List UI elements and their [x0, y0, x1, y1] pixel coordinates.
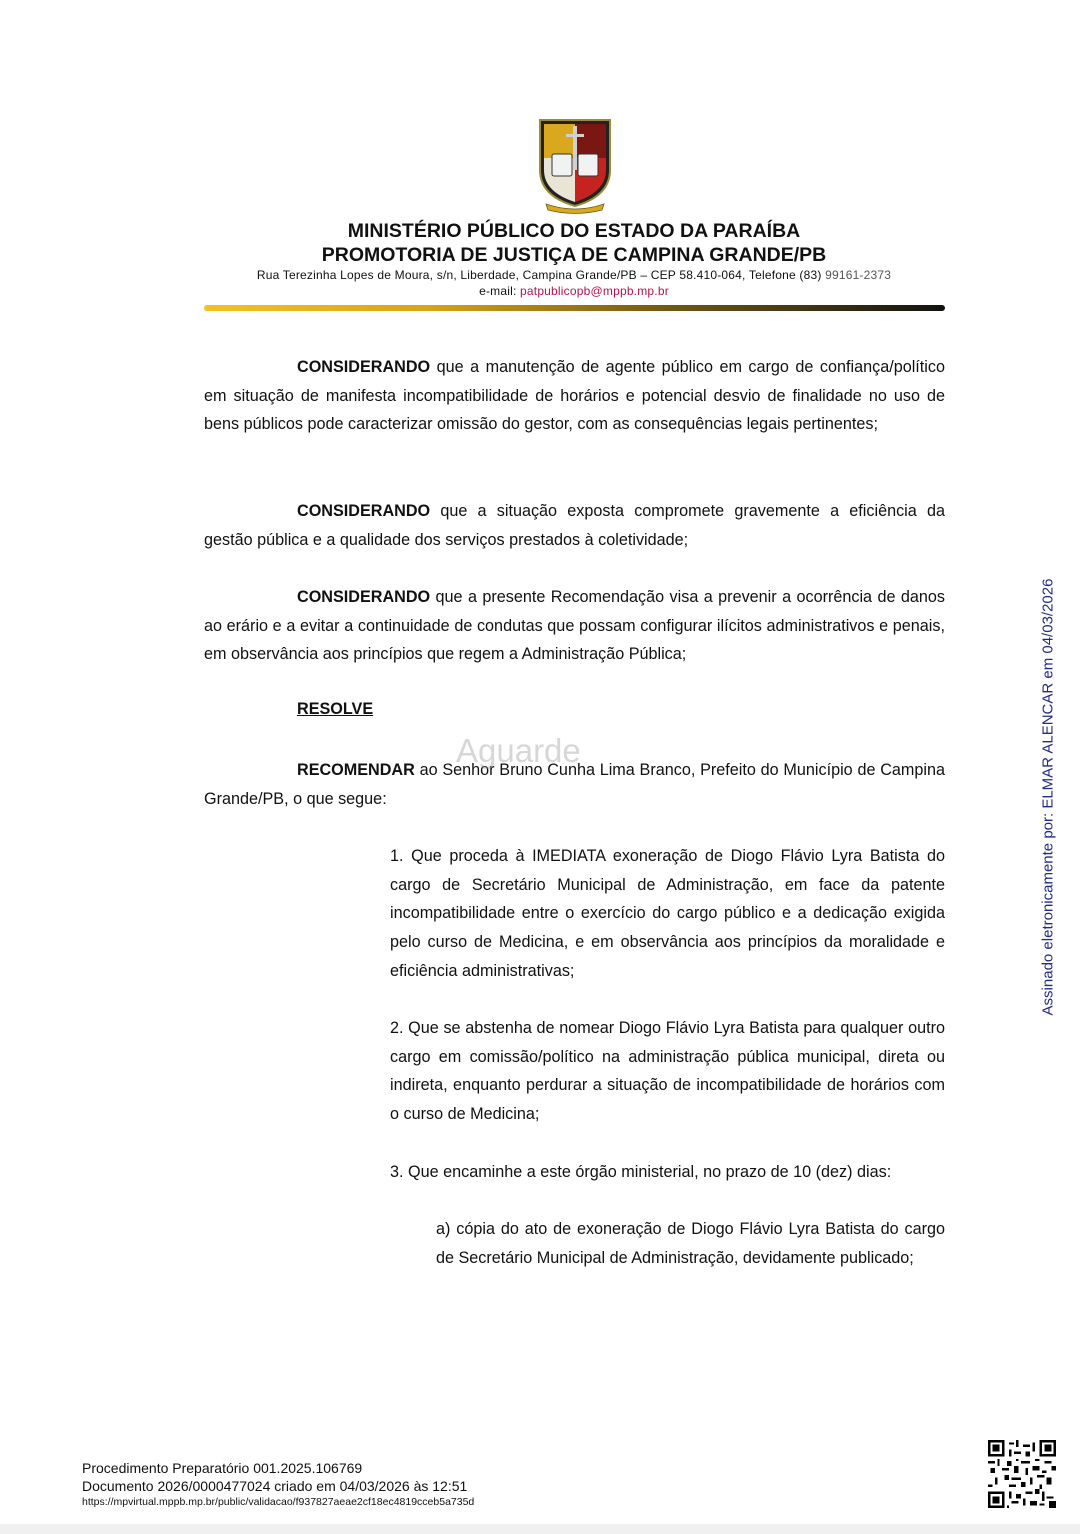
- email-link[interactable]: patpublicopb@mppb.mp.br: [520, 284, 669, 298]
- validation-url[interactable]: https://mpvirtual.mppb.mp.br/public/validacao/f937827aeae2cf18ec4819cceb5a735d: [82, 1496, 475, 1508]
- paragraph-lead: CONSIDERANDO: [297, 588, 431, 606]
- recommendation-subitem-a: a) cópia do ato de exoneração de Diogo Flávio Lyra Batista do cargo de Secretário Municipal de Administração, devidamente publicado;: [436, 1220, 945, 1267]
- document-info: Documento 2026/0000477024 criado em 04/03/2026 às 12:51: [82, 1478, 468, 1494]
- qr-code-icon[interactable]: [988, 1440, 1056, 1508]
- paragraph-text: que a presente Recomendação visa a prevenir a ocorrência de danos ao erário e a evitar a continuidade de condutas que possam configurar ilícitos administrativos e penais, em observância aos princípios que regem a Administração Pública;: [204, 588, 945, 664]
- signature-text: Assinado eletronicamente por: ELMAR ALENCAR em 04/03/2026: [1039, 578, 1057, 1016]
- recommendation-item-1: 1. Que proceda à IMEDIATA exoneração de Diogo Flávio Lyra Batista do cargo de Secretário Municipal de Administração, em face da patente incompatibilidade entre o exercício do cargo público e a dedicação exigida pelo curso de Medicina, e em observância aos princípios da moralidade e eficiência administrativas;: [390, 847, 945, 980]
- considering-paragraph-3: [204, 583, 945, 669]
- resolve-heading: RESOLVE: [297, 700, 374, 718]
- considering-paragraph-2: [204, 497, 945, 554]
- header-divider: [204, 305, 945, 311]
- paragraph-text: ao Senhor Bruno Cunha Lima Branco, Prefeito do Município de Campina Grande/PB, o que segue:: [204, 761, 945, 808]
- paragraph-lead: CONSIDERANDO: [297, 502, 431, 520]
- email-line: [200, 284, 948, 298]
- procedure-number: Procedimento Preparatório 001.2025.106769: [82, 1460, 363, 1476]
- paragraph-text: que a situação exposta compromete gravemente a eficiência da gestão pública e a qualidade dos serviços prestados à coletividade;: [204, 502, 945, 549]
- recommendation-item-3: 3. Que encaminhe a este órgão ministerial, no prazo de 10 (dez) dias:: [390, 1163, 892, 1181]
- paragraph-text: que a manutenção de agente público em cargo de confiança/político em situação de manifesta incompatibilidade de horários e potencial desvio de finalidade no uso de bens públicos pode caracterizar omissão do gestor, com as consequências legais pertinentes;: [204, 358, 945, 434]
- watermark: Aguarde: [456, 732, 581, 769]
- unit-name: PROMOTORIA DE JUSTIÇA DE CAMPINA GRANDE/PB: [321, 244, 827, 266]
- coat-of-arms-icon: [536, 118, 614, 214]
- email-label: e-mail:: [479, 284, 521, 298]
- phone-number: 99161-2373: [825, 268, 892, 282]
- considering-paragraph-1: [204, 353, 945, 439]
- paragraph-lead: RECOMENDAR: [297, 761, 415, 779]
- address-text: Rua Terezinha Lopes de Moura, s/n, Liberdade, Campina Grande/PB – CEP 58.410-064, Telefone (83): [256, 268, 826, 282]
- page-bottom-strip: [0, 1524, 1080, 1534]
- recommendation-item-2: 2. Que se abstenha de nomear Diogo Flávio Lyra Batista para qualquer outro cargo em comissão/político na administração pública municipal, direta ou indireta, enquanto perdurar a situação de incompatibilidade de horários com o curso de Medicina;: [390, 1019, 945, 1124]
- paragraph-lead: CONSIDERANDO: [297, 358, 431, 376]
- org-name: MINISTÉRIO PÚBLICO DO ESTADO DA PARAÍBA: [347, 220, 801, 242]
- address-line: [200, 268, 948, 282]
